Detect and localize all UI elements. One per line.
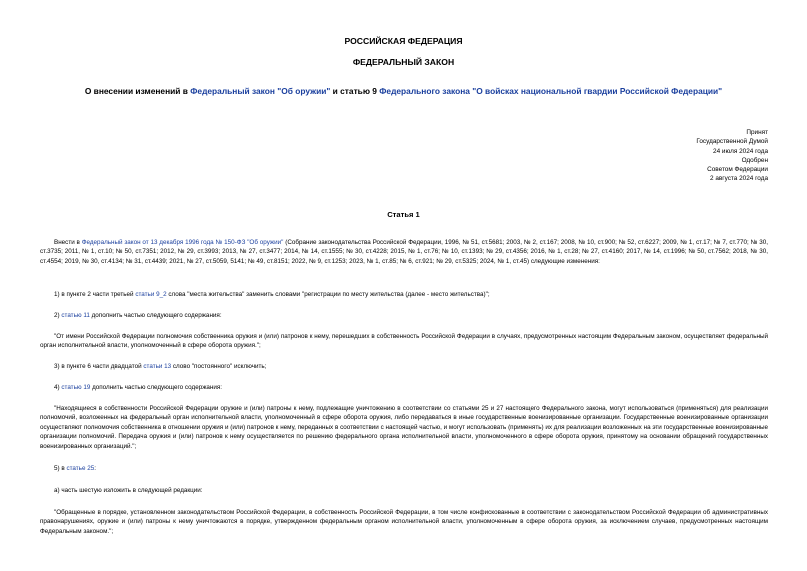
- intro-post: (Собрание законодательства Российской Федерации, 1996, № 51, ст.5681; 2003, № 2, ст.167; 2008, № 10, ст.900; № 52, ст.6227; 2009, № 1, ст.17; № 7, ст.770; № 30, ст.3735; 2011, № 1, ст.10; № 50, ст.7351; 2012, № 29, ст.3993; 2013, № 27, ст.3477; 2014, № 14, ст.1555; № 30, ст.4228; 2015, № 1, ст.76; № 10, ст.1393; № 29, ст.4356; 2016, № 1, ст.28; № 27, ст.4160; 2017, № 14, ст.1996; № 50, ст.7562; 2018, № 30, ст.4554; 2019, № 30, ст.4134; № 31, ст.4439; 2021, № 27, ст.5059, 5141; № 49, ст.8151; 2022, № 9, ст.1253; 2023, № 1, ст.85; № 6, ст.921; № 29, ст.5325; 2024, № 1, ст.45) следующие изменения:: [40, 239, 768, 265]
- item-4-quote: "Находящиеся в собственности Российской Федерации оружие и (или) патроны к нему, подлежащие уничтожению в соответствии со статьями 25 и 27 настоящего Федерального закона, могут использоваться (применяться) для реализации полномочий, возложенных на федеральный орган исполнительной власти, уполномоченный в сфере оборота оружия, либо передаваться в иные государственные военизированные организации. Государственные военизированные организации осуществляют полномочия собственника в отношении оружия и (или) патронов к нему, переданных в соответствии с настоящей частью, и могут использовать (применять) их для реализации возложенных на эти государственные военизированные организации полномочий. Передача оружия и (или) патронов к нему осуществляется по решению федерального органа исполнительной власти, уполномоченного в сфере оборота оружия, принятому на основании обращений государственных военизированных организаций.";: [40, 405, 768, 450]
- item-2: [40, 311, 768, 320]
- item-3: [40, 362, 768, 371]
- item-5-quote: "Обращенные в порядке, установленном законодательством Российской Федерации, в собственность Российской Федерации, в том числе конфискованные в соответствии с законодательством Российской Федерации об административных правонарушениях, оружие и (или) патроны к нему уничтожаются в порядке, утвержденном федеральным органом исполнительной власти, уполномоченным в сфере оборота оружия, за исключением случаев, предусмотренных настоящим Федеральным законом.";: [40, 509, 768, 535]
- adoption-info: [568, 128, 768, 184]
- item-5: [40, 464, 768, 473]
- law-type-header: ФЕДЕРАЛЬНЫЙ ЗАКОН: [352, 57, 455, 67]
- adoption-line: 2 августа 2024 года: [710, 175, 768, 183]
- law-title-pre: О внесении изменений в: [84, 86, 191, 96]
- item-3-post: слово "постоянного" исключить;: [171, 363, 267, 370]
- adoption-line: Принят: [746, 129, 768, 136]
- item-2-quote: "От имени Российской Федерации полномочия собственника оружия и (или) патронов к нему, перешедших в собственность Российской Федерации в случаях, предусмотренных настоящим Федеральным законом, осуществляет федеральный орган исполнительной власти, уполномоченный в сфере оборота оружия.";: [40, 333, 768, 350]
- item-1-post: слова "места жительства" заменить словами "регистрации по месту жительства (далее - место жительства)";: [166, 291, 490, 298]
- adoption-line: Государственной Думой: [696, 138, 768, 146]
- item-3-pre: 3) в пункте 6 части двадцатой: [54, 363, 144, 370]
- law-title-link-national-guard[interactable]: Федерального закона "О войсках национальной гвардии Российской Федерации": [379, 86, 723, 96]
- country-header: РОССИЙСКАЯ ФЕДЕРАЦИЯ: [344, 36, 463, 46]
- item-4: [40, 383, 768, 392]
- item-5-post: :: [94, 465, 96, 472]
- article-11-link[interactable]: статью 11: [61, 312, 90, 319]
- article-25-link[interactable]: статье 25: [66, 465, 95, 472]
- article-9-2-link[interactable]: статьи 9_2: [135, 291, 167, 298]
- intro-paragraph: [40, 238, 768, 266]
- law-title-mid: и статью 9: [330, 86, 380, 96]
- intro-pre: Внести в: [54, 239, 82, 246]
- law-title-link-weapons[interactable]: Федеральный закон "Об оружии": [190, 86, 331, 96]
- item-1: [40, 290, 768, 299]
- law-title: [20, 86, 787, 96]
- intro-law-link[interactable]: Федеральный закон от 13 декабря 1996 года № 150-ФЗ "Об оружии": [81, 239, 284, 246]
- item-1-pre: 1) в пункте 2 части третьей: [54, 291, 136, 298]
- article-13-link[interactable]: статьи 13: [143, 363, 172, 370]
- item-4-post: дополнить частью следующего содержания:: [90, 384, 223, 391]
- item-5-pre: 5) в: [54, 465, 67, 472]
- article-19-link[interactable]: статью 19: [61, 384, 91, 391]
- item-2-post: дополнить частью следующего содержания:: [89, 312, 222, 319]
- adoption-line: Советом Федерации: [707, 166, 768, 174]
- adoption-line: 24 июля 2024 года: [713, 147, 768, 155]
- item-5-a: а) часть шестую изложить в следующей редакции:: [54, 487, 203, 494]
- item-4-pre: 4): [54, 384, 62, 391]
- adoption-line: Одобрен: [741, 156, 768, 164]
- item-2-pre: 2): [54, 312, 62, 319]
- article-title: Статья 1: [387, 210, 420, 219]
